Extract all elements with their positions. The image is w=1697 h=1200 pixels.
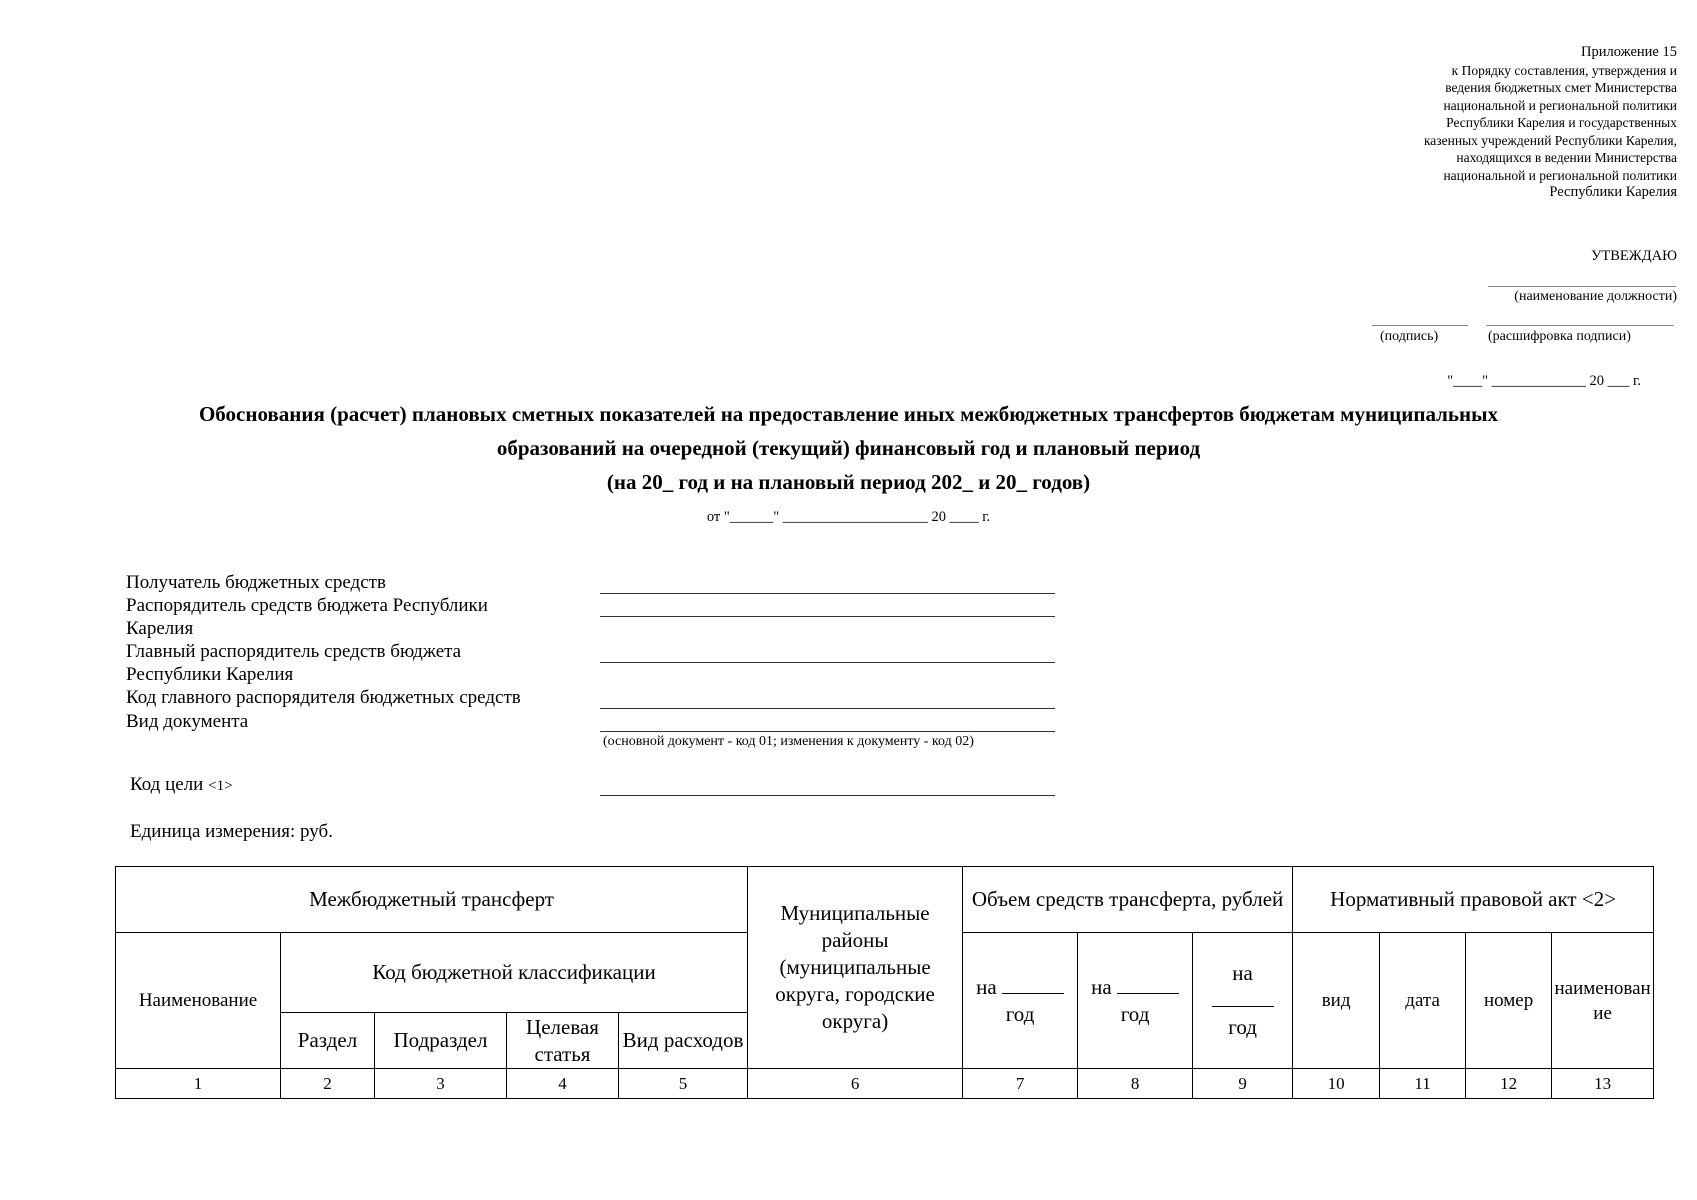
chief-manager-label-1: Главный распорядитель средств бюджета <box>126 641 462 662</box>
year-suffix: год <box>1228 1015 1257 1039</box>
chief-manager-label-2: Республики Карелия <box>126 664 294 685</box>
year-3-header <box>1193 933 1293 1069</box>
chief-manager-code-line[interactable] <box>600 708 1055 709</box>
doc-type-label: Вид документа <box>126 711 249 732</box>
column-number: 7 <box>963 1069 1078 1099</box>
act-date-header: дата <box>1380 933 1466 1069</box>
chief-manager-line[interactable] <box>600 662 1055 663</box>
decoding-line <box>1486 325 1674 326</box>
column-number: 2 <box>281 1069 375 1099</box>
document-title-line-1: Обоснования (расчет) плановых сметных показателей на предоставление иных межбюджетных трансфертов бюджетам муниципальных <box>198 402 1499 426</box>
act-number-header: номер <box>1466 933 1552 1069</box>
column-number: 11 <box>1380 1069 1466 1099</box>
column-number: 3 <box>375 1069 507 1099</box>
goal-code-label <box>130 773 233 798</box>
chief-manager-code-label: Код главного распорядителя бюджетных средств <box>126 687 521 708</box>
column-number: 13 <box>1552 1069 1654 1099</box>
appendix-line: к Порядку составления, утверждения и <box>1451 62 1677 78</box>
appendix-line: национальной и региональной политики <box>1443 97 1677 113</box>
appendix-line: ведения бюджетных смет Министерства <box>1445 80 1677 95</box>
section-header: Раздел <box>281 1013 375 1069</box>
position-line <box>1488 286 1676 287</box>
column-number: 9 <box>1193 1069 1293 1099</box>
legal-act-header: Нормативный правовой акт <2> <box>1293 867 1654 933</box>
decoding-caption: (расшифровка подписи) <box>1488 329 1631 344</box>
volume-header: Объем средств трансферта, рублей <box>963 867 1293 933</box>
year-2-header <box>1078 933 1193 1069</box>
manager-label-1: Распорядитель средств бюджета Республики <box>126 595 488 616</box>
act-kind-header: вид <box>1293 933 1380 1069</box>
appendix-line: Республики Карелия <box>1549 184 1677 200</box>
appendix-line: находящихся в ведении Министерства <box>1456 150 1677 165</box>
appendix-line: Республики Карелия и государственных <box>1446 115 1677 130</box>
year-prefix: на <box>976 974 997 999</box>
appendix-line: национальной и региональной политики <box>1443 167 1677 183</box>
column-number: 5 <box>619 1069 748 1099</box>
document-title-line-2: образований на очередной (текущий) финансовый год и плановый период <box>496 436 1201 460</box>
signature-line <box>1372 325 1468 326</box>
year-prefix: на <box>1232 961 1253 985</box>
approval-heading: УТВЕЖДАЮ <box>1591 248 1677 264</box>
year-blank[interactable] <box>1212 988 1274 1007</box>
appendix-reference <box>1257 44 1677 202</box>
municipal-districts-header: Муниципальные районы (муниципальные округа, городские округа) <box>748 867 963 1069</box>
recipient-line[interactable] <box>600 593 1055 594</box>
column-number: 8 <box>1078 1069 1193 1099</box>
transfer-table <box>115 866 1654 1099</box>
year-blank[interactable] <box>1117 975 1179 994</box>
appendix-line: Приложение 15 <box>1581 44 1677 60</box>
year-suffix: год <box>1005 1001 1035 1026</box>
goal-code-line[interactable] <box>600 795 1055 796</box>
manager-label-2: Карелия <box>126 618 194 639</box>
document-title-line-3: (на 20_ год и на плановый период 202_ и 20_ годов) <box>606 470 1091 494</box>
approval-date: "____" _____________ 20 ___ г. <box>1447 373 1641 389</box>
name-header: Наименование <box>116 933 281 1069</box>
column-number: 1 <box>116 1069 281 1099</box>
year-blank[interactable] <box>1002 975 1064 994</box>
document-date: от "______" ____________________ 20 ____ г. <box>706 509 991 525</box>
recipient-label: Получатель бюджетных средств <box>126 572 386 593</box>
position-caption: (наименование должности) <box>1514 289 1677 304</box>
year-1-header <box>963 933 1078 1069</box>
doc-type-note: (основной документ - код 01; изменения к документу - код 02) <box>603 734 974 749</box>
target-item-header: Целевая статья <box>507 1013 619 1069</box>
kbk-header: Код бюджетной классификации <box>281 933 748 1013</box>
goal-code-footnote: <1> <box>208 778 233 794</box>
column-number: 10 <box>1293 1069 1380 1099</box>
column-number: 4 <box>507 1069 619 1099</box>
manager-line[interactable] <box>600 616 1055 617</box>
goal-code-text: Код цели <box>130 774 204 795</box>
column-number: 12 <box>1466 1069 1552 1099</box>
subsection-header: Подраздел <box>375 1013 507 1069</box>
expense-type-header: Вид расходов <box>619 1013 748 1069</box>
transfer-header: Межбюджетный трансферт <box>116 867 748 933</box>
unit-label: Единица измерения: руб. <box>130 821 333 842</box>
column-number: 6 <box>748 1069 963 1099</box>
signature-caption: (подпись) <box>1380 329 1439 344</box>
act-name-header: наименование <box>1552 933 1654 1069</box>
appendix-line: казенных учреждений Республики Карелия, <box>1423 132 1677 148</box>
year-prefix: на <box>1091 974 1112 999</box>
doc-type-line[interactable] <box>600 731 1055 732</box>
year-suffix: год <box>1120 1001 1150 1026</box>
